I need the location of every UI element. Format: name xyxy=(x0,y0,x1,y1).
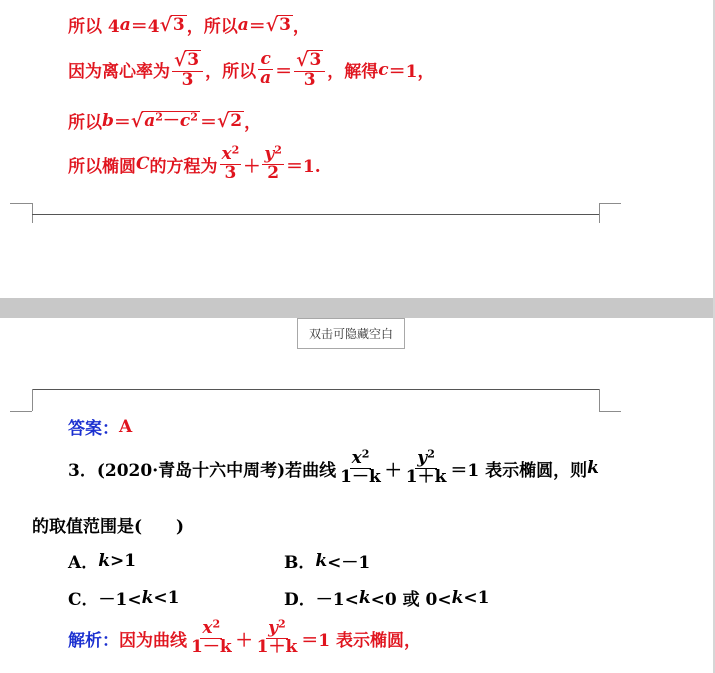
denominator: 1＋k xyxy=(256,636,298,657)
option-text: <1 xyxy=(153,587,180,608)
var-k: k xyxy=(315,550,328,571)
var-c: c xyxy=(179,110,191,131)
footer-boundary-line xyxy=(32,214,600,215)
question-line-2 xyxy=(32,512,184,537)
radicand: 3 xyxy=(279,14,291,35)
question-source: (2020·青岛十六中周考) xyxy=(96,460,286,481)
solution-line-1 xyxy=(68,12,310,37)
margin-corner-left-v2 xyxy=(32,389,33,411)
text: ＝1 表示椭圆，则 xyxy=(450,460,588,481)
option-letter: A． xyxy=(68,553,99,573)
var-k: k xyxy=(98,550,110,571)
sqrt: √ 2 xyxy=(216,109,243,132)
numerator: x xyxy=(202,618,213,638)
text: ，解得 xyxy=(327,62,379,83)
option-text: －1< xyxy=(98,590,142,610)
fraction xyxy=(258,51,273,88)
text: ＋ xyxy=(235,630,253,651)
solution-line-4 xyxy=(68,143,321,183)
option-letter: B． xyxy=(284,553,316,573)
numerator: y xyxy=(417,448,428,468)
option-letter: D． xyxy=(284,590,316,610)
solution-line-3 xyxy=(68,108,261,133)
text: ＝ xyxy=(113,113,131,133)
var-k: k xyxy=(587,458,599,479)
margin-corner-right xyxy=(599,203,621,204)
option-text: <1 xyxy=(463,587,490,608)
numerator: y xyxy=(268,618,279,638)
fraction: √ 3 3 xyxy=(294,50,325,90)
margin-corner-left2 xyxy=(10,411,32,412)
var-c: c xyxy=(378,59,389,80)
radicand: 3 xyxy=(172,14,185,35)
option-a xyxy=(68,548,136,573)
text: ， xyxy=(244,113,262,133)
option-b xyxy=(284,548,370,573)
hide-whitespace-button[interactable]: 双击可隐藏空白 xyxy=(297,318,405,349)
denominator: 1－k xyxy=(340,466,381,487)
option-letter: C． xyxy=(68,590,99,610)
numerator: x xyxy=(221,144,232,164)
numerator: c xyxy=(260,49,271,70)
margin-corner-left-v xyxy=(32,203,33,223)
answer-line xyxy=(68,414,132,439)
var-a: a xyxy=(237,14,249,35)
text: ＝ xyxy=(199,113,217,133)
option-text: <0 或 0< xyxy=(370,590,452,610)
sqrt: √ $a^2-c^2$ xyxy=(130,109,198,132)
numerator: x xyxy=(351,448,362,468)
fraction: $\frac{y^2}{2}$ xyxy=(264,143,282,183)
var-k: k xyxy=(141,587,154,608)
text: 因为离心率为 xyxy=(68,62,170,83)
fraction: $\frac{x^2}{1-k}$ xyxy=(191,617,232,657)
denominator: 2 xyxy=(267,162,280,183)
fraction: $\frac{x^2}{1-k}$ xyxy=(340,447,381,487)
var-C: C xyxy=(136,154,150,175)
var-a: a xyxy=(119,14,131,35)
fraction: $\frac{y^2}{1+k}$ xyxy=(405,447,447,487)
radicand: 3 xyxy=(187,50,200,70)
answer-value: A xyxy=(119,416,133,437)
denominator: 3 xyxy=(224,162,237,183)
question-line-1 xyxy=(68,447,599,487)
option-text: >1 xyxy=(109,550,137,571)
text: 若曲线 xyxy=(285,460,337,481)
analysis-label: 解析： xyxy=(68,630,119,651)
fraction: √ 3 3 xyxy=(172,50,203,90)
text: 的取值范围是( ) xyxy=(32,517,185,537)
text: 因为曲线 xyxy=(119,630,187,651)
text: ＝ xyxy=(248,17,266,37)
text: 所以椭圆 xyxy=(68,156,136,177)
text: ＋ xyxy=(384,460,402,481)
margin-corner-left xyxy=(10,203,32,204)
denominator: a xyxy=(260,68,272,89)
text: 所以 4 xyxy=(68,17,120,37)
text: ＝1. xyxy=(285,156,321,177)
text: ＝ xyxy=(275,62,293,83)
text: ， xyxy=(292,17,310,37)
text: ＝1， xyxy=(388,62,435,83)
var-k: k xyxy=(451,587,464,608)
text: ＝4 xyxy=(130,17,160,37)
text: 所以 xyxy=(68,113,102,133)
option-d xyxy=(284,585,489,610)
text: 的方程为 xyxy=(149,156,218,177)
var-a: a xyxy=(144,110,156,131)
text: ，所以 xyxy=(186,17,238,37)
numerator: y xyxy=(264,144,275,164)
solution-line-2 xyxy=(68,50,435,90)
sqrt: √ 3 xyxy=(265,13,291,36)
question-number: 3． xyxy=(68,460,97,481)
denominator: 1－k xyxy=(191,636,232,657)
text: ，所以 xyxy=(205,62,257,83)
fraction: $\frac{x^2}{3}$ xyxy=(221,143,240,183)
var-b: b xyxy=(102,110,114,131)
margin-corner-right2 xyxy=(599,411,621,412)
fraction: $\frac{y^2}{1+k}$ xyxy=(256,617,298,657)
analysis-line xyxy=(68,617,421,657)
option-text: －1< xyxy=(315,590,359,610)
denominator: 3 xyxy=(181,69,194,90)
sqrt: √ 3 xyxy=(159,13,185,36)
text: ＝1 表示椭圆， xyxy=(301,630,421,651)
text: － xyxy=(162,110,180,131)
answer-label: 答案： xyxy=(68,419,119,439)
margin-corner-right-v2 xyxy=(599,389,600,411)
denominator: 1＋k xyxy=(405,466,447,487)
text: ＋ xyxy=(243,156,261,177)
radicand: 2 xyxy=(230,110,243,131)
option-text: <－1 xyxy=(327,553,371,573)
var-k: k xyxy=(358,587,371,608)
denominator: 3 xyxy=(303,69,316,90)
page-gap[interactable] xyxy=(0,298,715,318)
radicand: 3 xyxy=(309,50,322,70)
margin-corner-right-v xyxy=(599,203,600,223)
header-boundary-line xyxy=(32,389,600,390)
option-c xyxy=(68,585,179,610)
